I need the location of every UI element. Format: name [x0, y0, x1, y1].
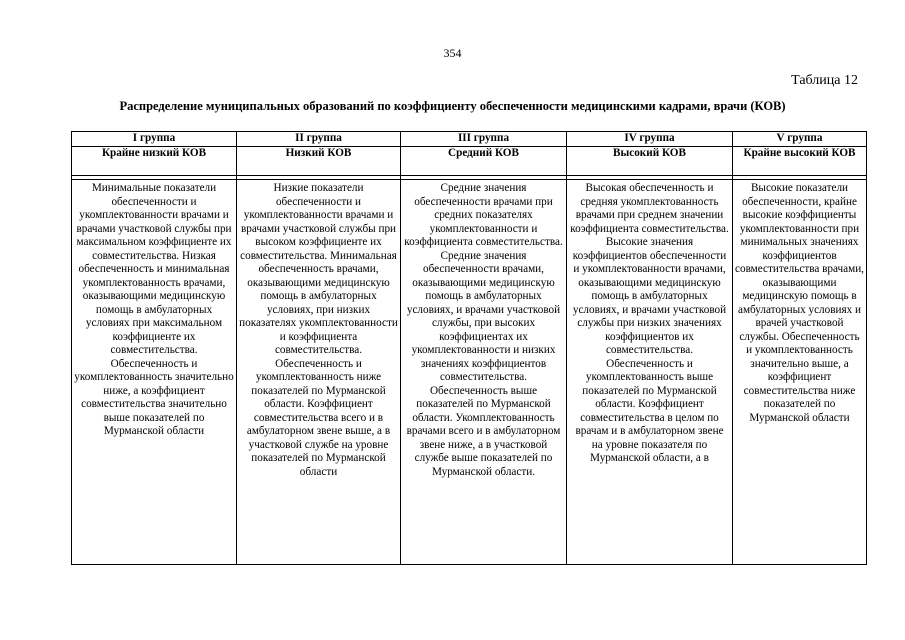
level-header: Высокий КОВ: [567, 147, 733, 176]
table-row: [72, 180, 867, 565]
level-header: Низкий КОВ: [237, 147, 401, 176]
level-header: Крайне низкий КОВ: [72, 147, 237, 176]
group-header: II группа: [237, 132, 401, 147]
description-text: Низкие показатели обеспеченности и укомплектованности врачами и врачами участковой службы при высоком коэффициенте их совместительства. Минимальная обеспеченность врачами, оказывающими медицинскую помощь в амбулаторных условиях, при низких показателях укомплектованности и коэффициента совместительства. Обеспеченность и укомплектованность ниже показателей по Мурманской области. Коэффициент совместительства всего и в амбулаторном звене выше, а в участковой службе на уровне показателей по Мурманской области: [239, 182, 398, 478]
description-cell: [401, 180, 567, 565]
group-header: V группа: [733, 132, 867, 147]
description-text: Минимальные показатели обеспеченности и укомплектованности врачами и врачами участковой службы при максимальном коэффициенте их совместительства. Низкая обеспеченность и минимальная укомплектованность врачами, оказывающими медицинскую помощь в амбулаторных условиях при максимальном коэффициенте их совместительства. Обеспеченность и укомплектованность значительно ниже, а коэффициент совместительства значительно выше показателей по Мурманской области: [74, 182, 234, 437]
description-text: Высокая обеспеченность и средняя укомплектованность врачами при среднем значении коэффициента совместительства. Высокие значения коэффициентов обеспеченности и укомплектованности врачами, оказывающими медицинскую помощь в амбулаторных условиях, и врачами участковой службы при низких значениях коэффициентов их совместительства. Обеспеченность и укомплектованность выше показателей по Мурманской области. Коэффициент совместительства в целом по врачам и в амбулаторном звене на уровне показателя по Мурманской области, а в: [570, 182, 729, 464]
description-text: Высокие показатели обеспеченности, крайне высокие коэффициенты укомплектованности при минимальных значениях коэффициентов совместительства врачами, оказывающими медицинскую помощь в амбулаторных условиях и врачей участковой службы. Обеспеченность и укомплектованность значительно выше, а коэффициент совместительства ниже показателей по Мурманской области: [735, 182, 864, 424]
groups-table: [71, 131, 867, 565]
description-cell: [72, 180, 237, 565]
group-header: III группа: [401, 132, 567, 147]
page-number: 354: [443, 46, 462, 60]
table-label: Таблица 12: [791, 73, 858, 88]
group-header: I группа: [72, 132, 237, 147]
description-text: Средние значения обеспеченности врачами при средних показателях укомплектованности и коэффициента совместительства. Средние значения обеспеченности врачами, оказывающими медицинскую помощь в амбулаторных условиях, и врачами участковой службы, при высоких коэффициентах их укомплектованности и низких значениях коэффициентов совместительства. Обеспеченность выше показателей по Мурманской области. Укомплектованность врачами всего и в амбулаторном звене ниже, а в участковой службе выше показателей по Мурманской области.: [404, 182, 563, 478]
description-cell: [733, 180, 867, 565]
description-cell: [237, 180, 401, 565]
table-header-row-levels: [72, 147, 867, 176]
document-title: Распределение муниципальных образований по коэффициенту обеспеченности медицинскими кадрами, врачи (КОВ): [119, 99, 786, 113]
table-header-row-groups: [72, 132, 867, 147]
level-header: Крайне высокий КОВ: [733, 147, 867, 176]
description-cell: [567, 180, 733, 565]
group-header: IV группа: [567, 132, 733, 147]
level-header: Средний КОВ: [401, 147, 567, 176]
